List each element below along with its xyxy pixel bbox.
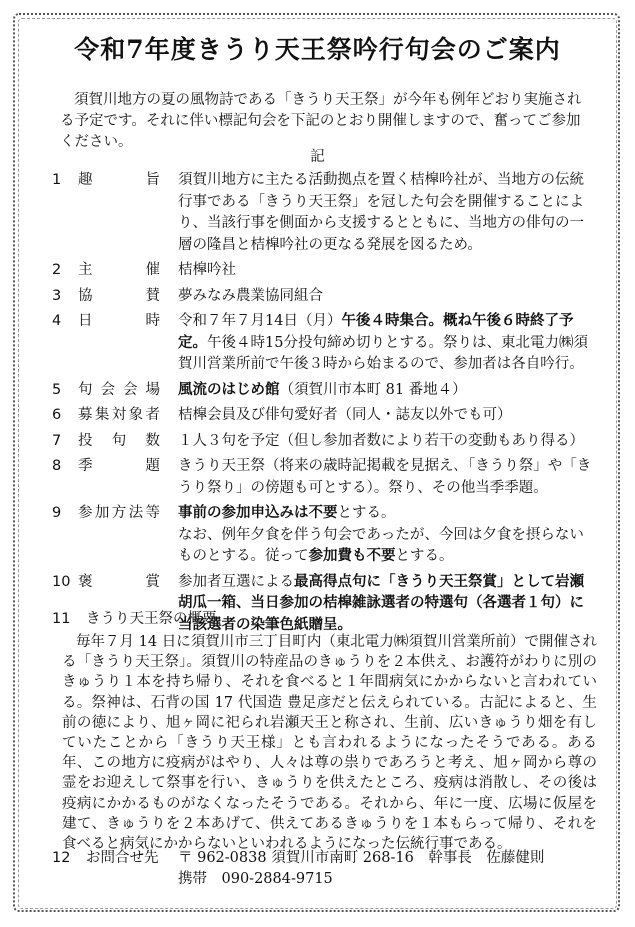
item-text: １人３句を予定（但し参加者数により若干の変動もあり得る） (178, 432, 584, 449)
item-number: 6 (52, 407, 62, 423)
item-label: 日 時 (78, 313, 160, 329)
section-overview (52, 609, 597, 854)
item-number: 2 (52, 262, 62, 278)
item-number: 7 (52, 432, 62, 449)
contact-address: 〒 962-0838 須賀川市南町 268-16 幹事長 佐藤健則 (178, 850, 545, 866)
item-sponsor (52, 286, 597, 308)
item-label: 褒 賞 (78, 573, 160, 590)
item-text: 令和７年７月14日（月）午後４時集合。概ね午後６時終了予定。午後４時15分投句締め切りとする。祭りは、東北電力㈱須賀川営業所前で午後３時から始まるので、参加者は各自吟行。 (178, 313, 588, 372)
item-label: 参 加 方 法 等 (78, 505, 160, 521)
item-number: 3 (52, 287, 62, 304)
item-text: 須賀川地方に主たる活動拠点を置く桔槹吟社が、当地方の伝統行事である「きうり天王祭」を冠した句会を開催することにより、当該行事を側面から支援するとともに、当地方の俳句の一層の隆昌と桔槹吟社の更なる発展を図るため。 (178, 172, 584, 253)
item-number: 10 (52, 573, 71, 590)
item-text: 参加者互選による最高得点句に「きうり天王祭賞」として岩瀬胡瓜一箱、当日参加の桔槹雑詠選者の特選句（各選者１句）に当該選者の染筆色紙贈呈。 (178, 573, 584, 633)
contact-label: 12 お問合せ先 (52, 850, 159, 866)
item-datetime (52, 311, 597, 376)
ki-marker: 記 (310, 149, 325, 165)
item-organizer (52, 260, 597, 282)
item-purpose (52, 170, 597, 256)
item-number: 5 (52, 381, 62, 398)
item-label: 主 催 (78, 262, 160, 278)
section-contact (52, 848, 597, 890)
item-text-2: なお、例年夕食を伴う句会であったが、今回は夕食を摂らないものとする。従って参加費も不要とする。 (178, 526, 584, 564)
item-label: 協 賛 (78, 287, 160, 304)
contact-phone: 携帯 090-2884-9715 (178, 871, 333, 887)
item-number: 8 (52, 458, 62, 474)
item-label: 募 集 対 象 者 (78, 407, 160, 423)
item-label: 季 題 (78, 458, 160, 474)
item-text: 夢みなみ農業協同組合 (178, 287, 323, 304)
item-season-theme (52, 456, 597, 499)
section-heading: 11 きうり天王祭の概要 (52, 611, 217, 627)
item-text: きうり天王祭（将来の歳時記掲載を見据え､「きうり祭」や「きうり祭り」の傍題も可とする）。祭り、その他当季季題。 (178, 458, 592, 496)
item-number: 9 (52, 505, 62, 521)
item-text: 風流のはじめ館（須賀川市本町 81 番地４） (178, 381, 467, 398)
item-venue (52, 380, 597, 402)
items-list (52, 170, 597, 640)
item-text: 桔槹吟社 (178, 262, 236, 278)
item-number: 4 (52, 313, 62, 329)
intro-paragraph: 須賀川地方の夏の風物詩である「きうり天王祭」が今年も例年どおり実施される予定です。それに伴い標記句会を下記のとおり開催しますので、奮ってご参加ください。 (60, 92, 582, 150)
page-title: 令和7年度きうり天王祭吟行句会のご案内 (74, 35, 561, 64)
overview-paragraph: 毎年７月 14 日に須賀川市三丁目町内（東北電力㈱須賀川営業所前）で開催される「きうり天王祭」。須賀川の特産品のきゅうりを２本供え、お護符がわりに別のきゅうり１本を持ち帰り、それを食べると１年間病気にかからないと言われている。祭神は、石背の国 17 代国造 豊足彦だと伝えられている。古記によると、生前の徳により、旭ヶ岡に祀られ岩瀬天王と称され、生前、広いきゅうり畑を有していたことから「きうり天王様」とも言われるようになったそうである。ある年、この地方に疫病がはやり、人々は尊の祟りであろうと考え、旭ヶ岡から尊の霊をお迎えして祭事を行い、きゅうりを供えたところ、疫病は消散し、その後は疫病にかかるものがなくなったそうである。それから、年に一度、広場に仮屋を建て、きゅうりを２本あげて、供えてあるきゅうりを１本もらって帰り、それを食べると病気にかからないといわれるようになった伝統行事である。 (62, 634, 597, 853)
item-label: 句 会 会 場 (78, 381, 160, 398)
item-label: 投 句 数 (78, 432, 160, 449)
item-participation (52, 503, 597, 568)
item-eligibility (52, 405, 597, 427)
item-haiku-count (52, 431, 597, 453)
item-text: 桔槹会員及び俳句愛好者（同人・誌友以外でも可） (178, 407, 512, 423)
item-number: 1 (52, 172, 62, 188)
item-label: 趣 旨 (78, 172, 160, 188)
item-text: 事前の参加申込みは不要とする。 (178, 505, 396, 521)
